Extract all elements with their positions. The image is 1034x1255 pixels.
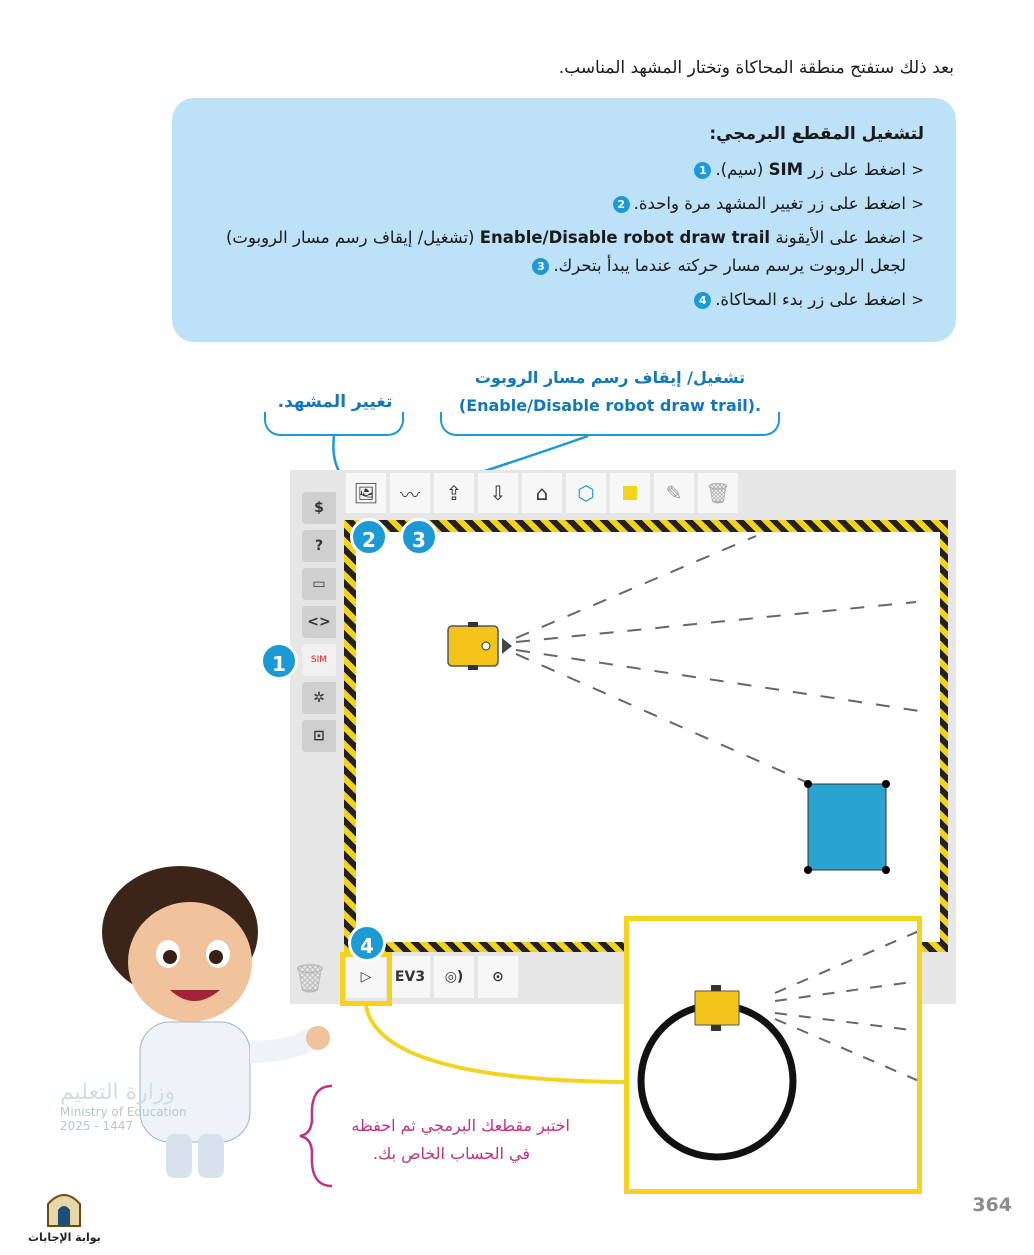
play-icon: ▷ [360,969,372,985]
portal-logo-icon [42,1186,86,1228]
step-number-badge: 1 [694,162,711,179]
step-number-badge: 2 [613,196,630,213]
step-3: < اضغط على الأيقونة Enable/Disable robot draw trail (تشغيل/ إيقاف رسم مسار الروبوت) لجعل الروبوت يرسم مسار حركته عندما يبدأ بتحرك.3 [222,224,924,280]
marker-3: 3 [400,518,438,556]
import-button[interactable] [478,473,518,513]
scene-drawing [356,532,940,942]
trail-circle-drawing [629,921,917,1189]
marker-4: 4 [348,924,386,962]
ev3-button[interactable]: EV3 [390,956,430,998]
simulation-canvas [356,532,940,942]
tab-comment[interactable]: ⊡ [302,720,336,752]
draw-trail-button[interactable] [390,473,430,513]
speaker-icon: ◎) [444,969,464,985]
add-marker-button[interactable] [610,473,650,513]
boy-character-illustration [70,862,330,1192]
trash-icon[interactable]: 🗑 [292,962,328,995]
save-instruction-note: اختبر مقطعك البرمجي ثم احفظه في الحساب الخاص بك. [351,1116,570,1163]
sim-toolbar [346,473,738,515]
marker-2: 2 [350,518,388,556]
intro-text: بعد ذلك ستفتح منطقة المحاكاة وتختار المشهد المناسب. [558,58,954,78]
page-number: 364 [972,1194,1012,1216]
delete-button[interactable] [698,473,738,513]
cube-icon: ⬡ [577,481,595,505]
trash-icon: 🗑 [705,481,731,505]
download-icon: ⇩ [489,481,507,505]
color-picker-button[interactable] [654,473,694,513]
location-pin-icon: ⊙ [492,969,504,985]
image-icon: 🖼 [353,481,379,505]
step-number-badge: 4 [694,292,711,309]
upload-icon: ⇪ [445,481,463,505]
tab-sim[interactable]: SIM [302,644,336,676]
yellow-square-icon [623,486,637,500]
export-button[interactable] [434,473,474,513]
import-scene-icon: ⌂ [535,481,549,505]
change-scene-button[interactable] [346,473,386,513]
draw-trail-callout: تشغيل/ إيقاف رسم مسار الروبوت (Enable/Disable robot draw trail). [458,368,762,415]
instructions-title: لتشغيل المقطع البرمجي: [709,124,924,144]
location-button[interactable] [478,956,518,998]
add-object-button[interactable] [566,473,606,513]
sidebar-tabs [302,492,336,758]
step-2: < اضغط على زر تغيير المشهد مرة واحدة.2 [222,190,924,218]
tab-code[interactable]: <> [302,606,336,638]
sound-button[interactable] [434,956,474,998]
tab-debug[interactable]: ✲ [302,682,336,714]
eyedropper-icon: ✎ [665,481,683,505]
trail-icon: 〰 [400,482,420,507]
tab-help[interactable]: ? [302,530,336,562]
ministry-watermark: وزارة التعليم Ministry of Education 2025 - 1447 [60,1080,187,1133]
portal-logo: بوابة الإجابات [28,1186,101,1244]
step-number-badge: 3 [532,258,549,275]
tab-dollar[interactable]: $ [302,492,336,524]
change-scene-callout: تغيير المشهد. [277,392,393,412]
tab-display[interactable]: ▭ [302,568,336,600]
trail-zoom-inset [624,916,922,1194]
import-scene-button[interactable] [522,473,562,513]
step-4: < اضغط على زر بدء المحاكاة.4 [222,286,924,314]
marker-1: 1 [260,642,298,680]
step-1: < اضغط على زر SIM (سيم).1 [222,156,924,184]
